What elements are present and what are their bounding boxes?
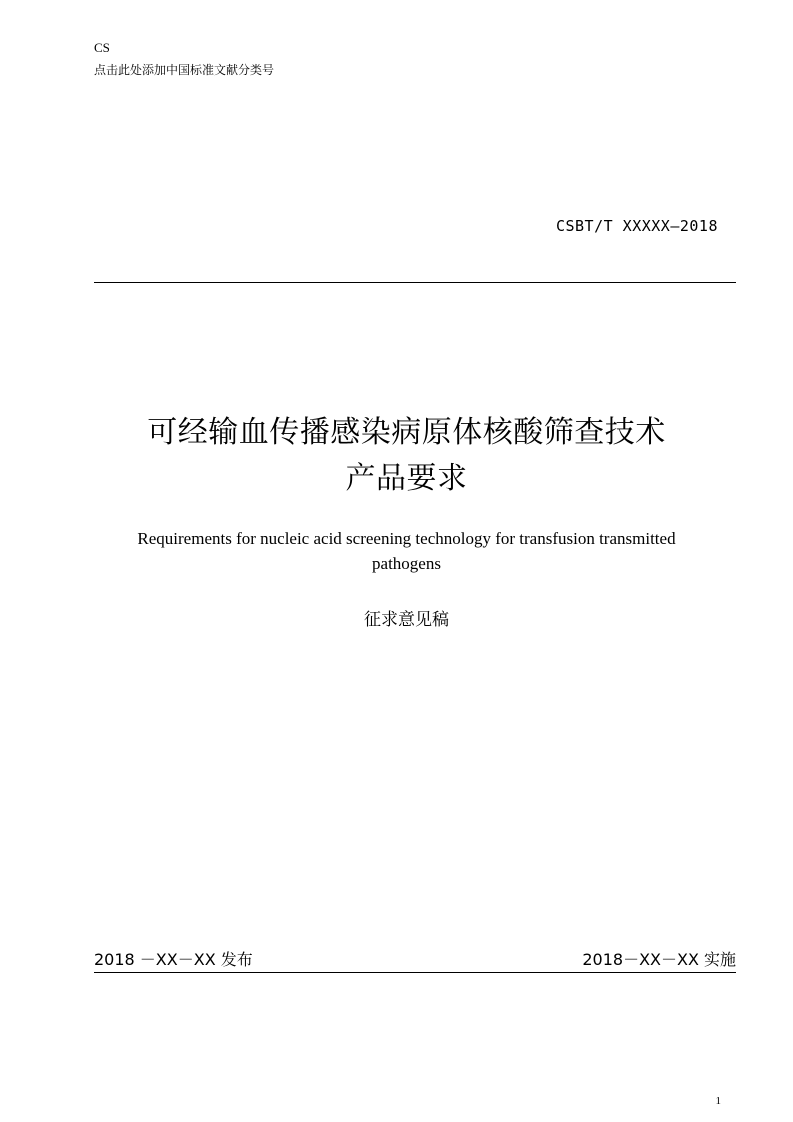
- title-chinese: [94, 410, 719, 502]
- standard-code: CSBT/T XXXXX—2018: [555, 217, 718, 235]
- title-english-line-2: pathogens: [372, 554, 441, 573]
- draft-status: 征求意见稿: [364, 610, 449, 630]
- title-english: [94, 526, 719, 576]
- title-chinese-line-2: 产品要求: [345, 461, 468, 496]
- date-footer: [94, 948, 736, 973]
- ics-code: CS: [94, 40, 110, 55]
- title-chinese-line-1: 可经输血传播感染病原体核酸筛查技术: [147, 415, 666, 450]
- implementation-date: 2018－XX－XX 实施: [582, 950, 736, 969]
- ccs-classification-placeholder[interactable]: 点击此处添加中国标准文献分类号: [94, 63, 275, 77]
- page-number: 1: [715, 1095, 721, 1107]
- title-english-line-1: Requirements for nucleic acid screening technology for transfusion transmitted: [137, 529, 676, 548]
- header-divider: [94, 282, 736, 283]
- issue-date: 2018 －XX－XX 发布: [94, 950, 253, 969]
